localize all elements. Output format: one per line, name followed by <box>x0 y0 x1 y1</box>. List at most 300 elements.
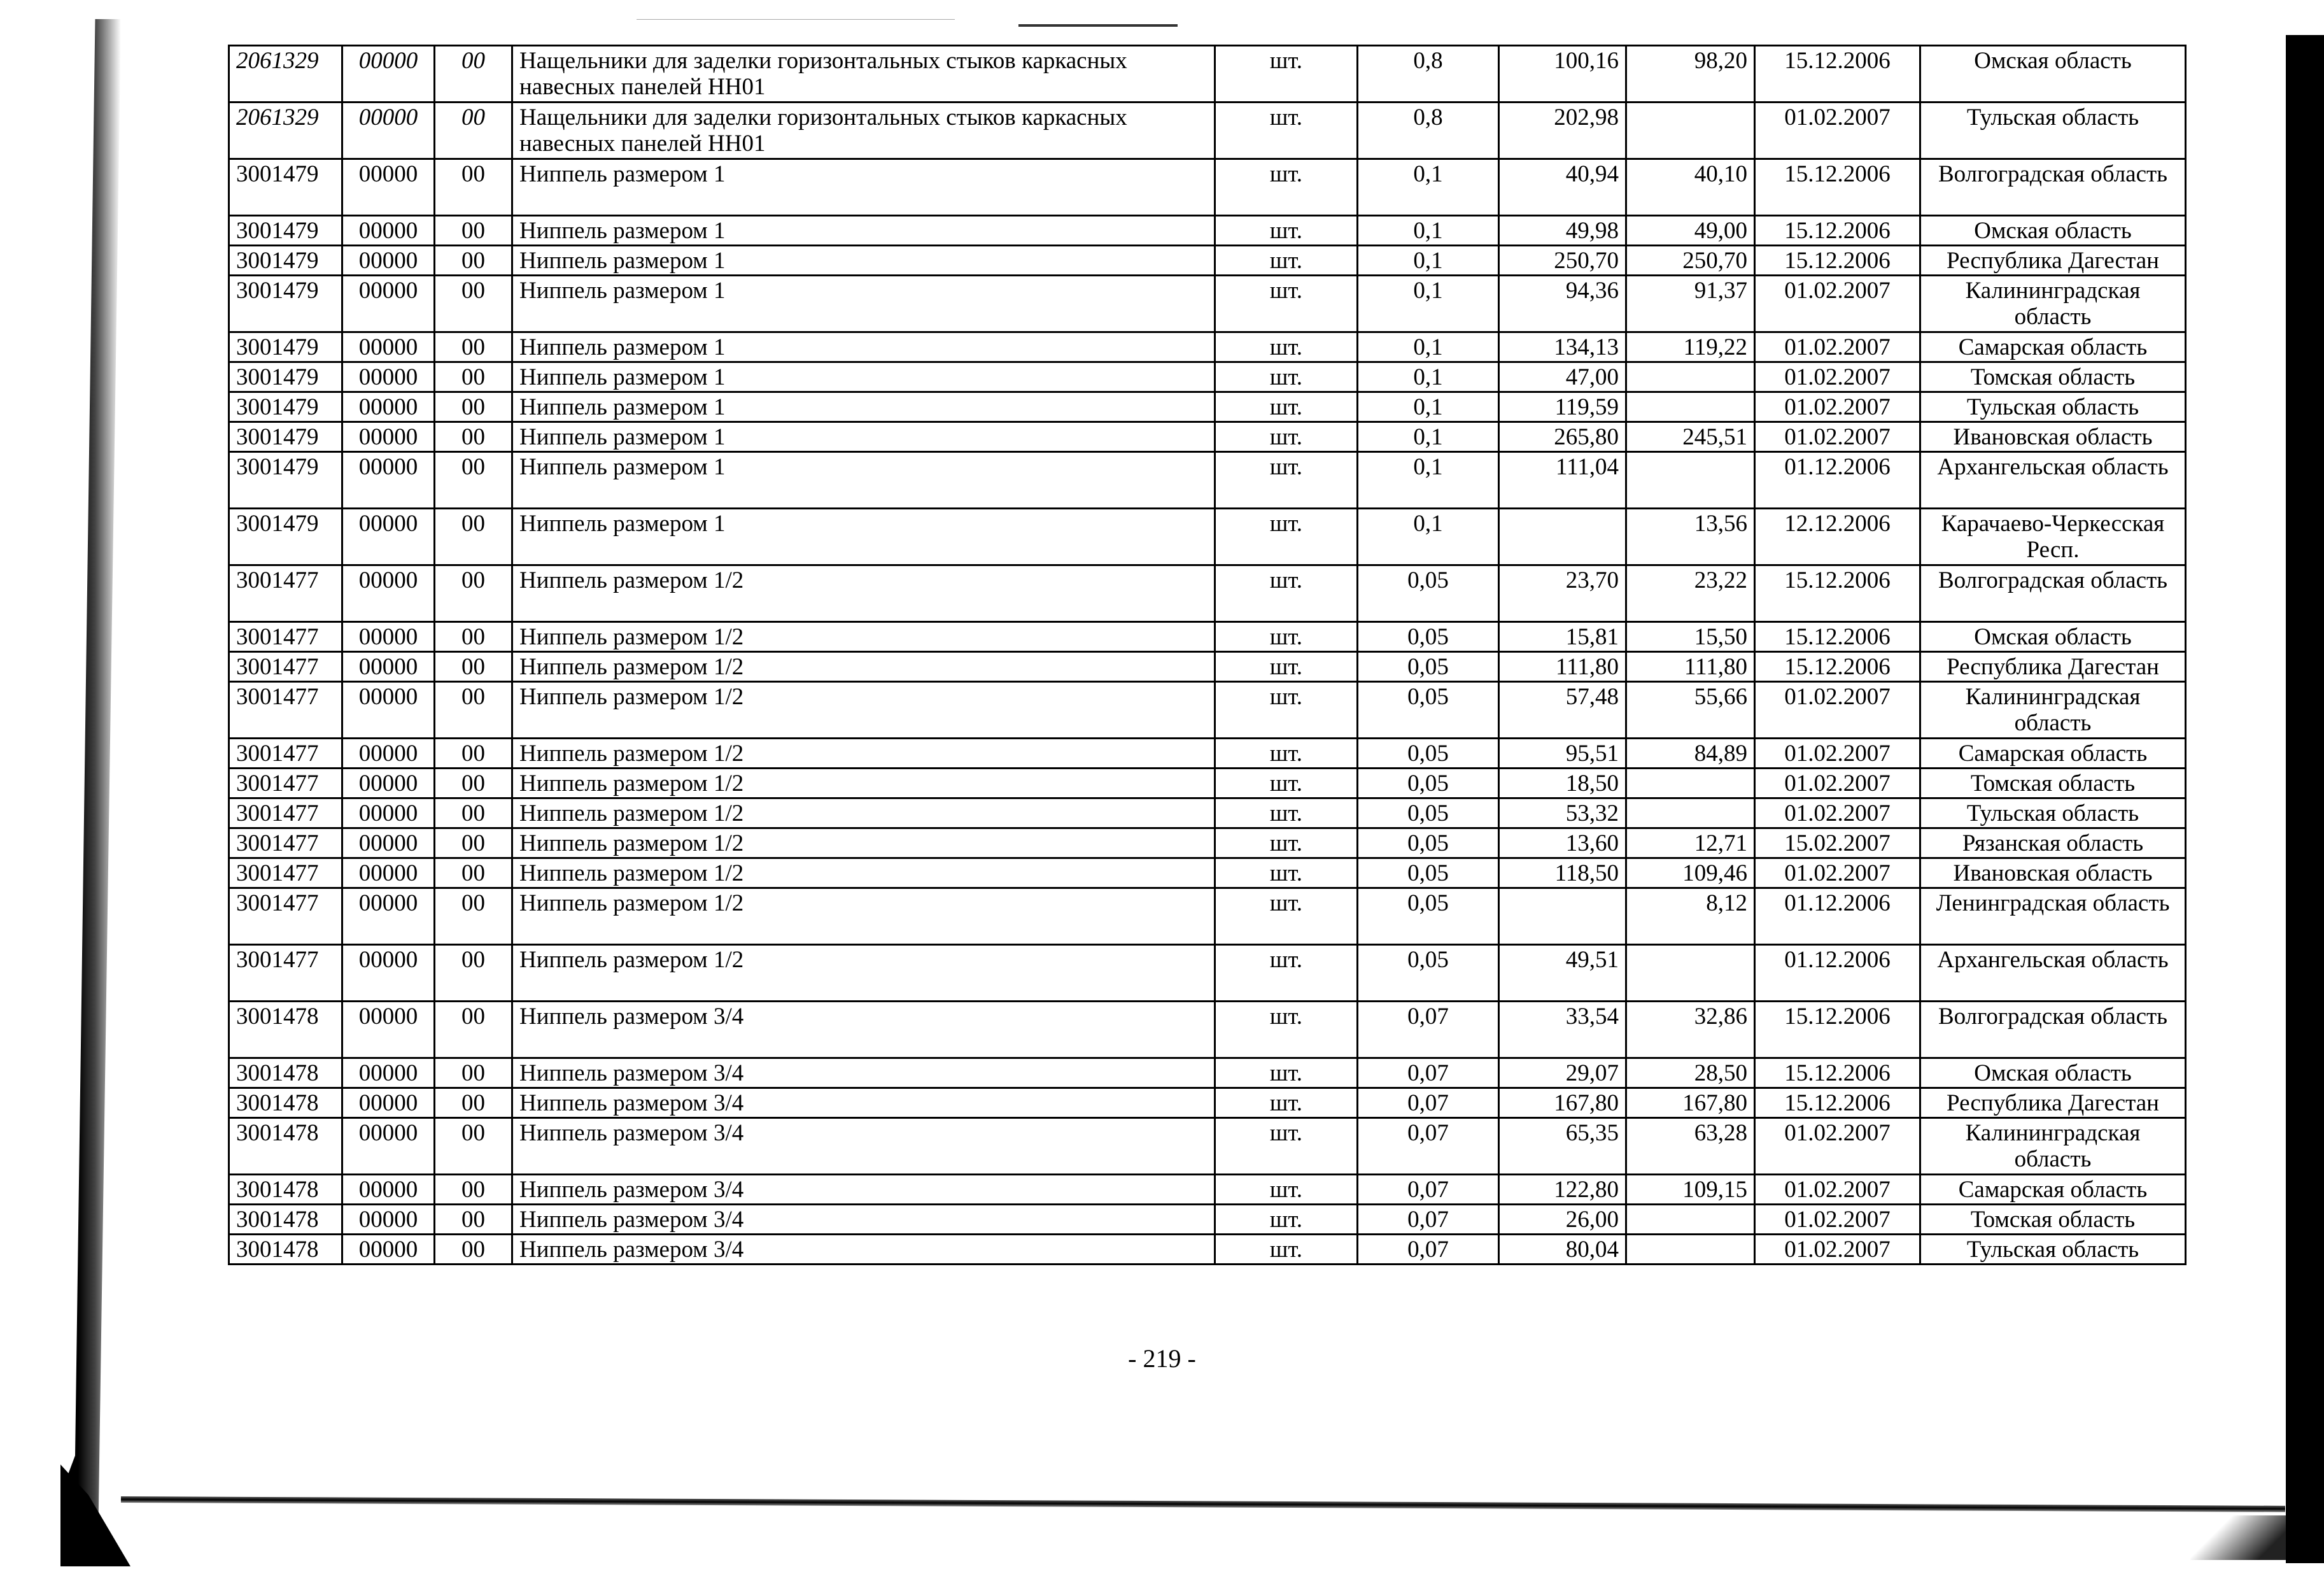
price-alt-cell: 109,15 <box>1626 1175 1755 1205</box>
sub-code2-cell: 00 <box>435 392 512 422</box>
region-cell: Республика Дагестан <box>1920 1088 2186 1118</box>
price-cell: 111,80 <box>1499 652 1626 682</box>
price-table <box>228 45 2187 1265</box>
unit-cell: шт. <box>1215 422 1358 452</box>
price-cell: 95,51 <box>1499 739 1626 769</box>
price-cell: 15,81 <box>1499 622 1626 652</box>
item-code-cell: 3001477 <box>229 888 342 945</box>
table-row <box>229 682 2186 739</box>
price-cell: 119,59 <box>1499 392 1626 422</box>
date-cell: 01.12.2006 <box>1755 888 1920 945</box>
table-row <box>229 565 2186 622</box>
unit-cell: шт. <box>1215 1088 1358 1118</box>
item-name-cell: Ниппель размером 1 <box>512 332 1215 362</box>
sub-code2-cell: 00 <box>435 159 512 216</box>
sub-code2-cell: 00 <box>435 858 512 888</box>
price-cell: 49,98 <box>1499 216 1626 246</box>
item-name-cell: Ниппель размером 1/2 <box>512 622 1215 652</box>
region-cell: Волгоградская область <box>1920 565 2186 622</box>
sub-code2-cell: 00 <box>435 46 512 103</box>
item-code-cell: 3001479 <box>229 159 342 216</box>
sub-code-cell: 00000 <box>342 858 435 888</box>
sub-code-cell: 00000 <box>342 1088 435 1118</box>
sub-code-cell: 00000 <box>342 103 435 159</box>
sub-code2-cell: 00 <box>435 888 512 945</box>
date-cell: 01.02.2007 <box>1755 392 1920 422</box>
sub-code-cell: 00000 <box>342 798 435 828</box>
sub-code2-cell: 00 <box>435 798 512 828</box>
sub-code-cell: 00000 <box>342 1002 435 1058</box>
item-name-cell: Ниппель размером 1/2 <box>512 682 1215 739</box>
sub-code2-cell: 00 <box>435 362 512 392</box>
region-cell: Волгоградская область <box>1920 1002 2186 1058</box>
table-row <box>229 452 2186 509</box>
price-alt-cell: 12,71 <box>1626 828 1755 858</box>
price-alt-cell <box>1626 1235 1755 1265</box>
date-cell: 01.02.2007 <box>1755 769 1920 798</box>
sub-code-cell: 00000 <box>342 1205 435 1235</box>
price-cell: 29,07 <box>1499 1058 1626 1088</box>
region-cell: Карачаево-Черкесская Респ. <box>1920 509 2186 565</box>
price-alt-cell <box>1626 1205 1755 1235</box>
price-cell: 118,50 <box>1499 858 1626 888</box>
unit-cell: шт. <box>1215 739 1358 769</box>
unit-cell: шт. <box>1215 1058 1358 1088</box>
quantity-cell: 0,8 <box>1358 103 1499 159</box>
table-row <box>229 216 2186 246</box>
price-alt-cell: 250,70 <box>1626 246 1755 276</box>
item-name-cell: Ниппель размером 1 <box>512 452 1215 509</box>
unit-cell: шт. <box>1215 565 1358 622</box>
table-row <box>229 828 2186 858</box>
price-cell: 65,35 <box>1499 1118 1626 1175</box>
sub-code-cell: 00000 <box>342 276 435 332</box>
sub-code-cell: 00000 <box>342 46 435 103</box>
price-alt-cell <box>1626 452 1755 509</box>
unit-cell: шт. <box>1215 1118 1358 1175</box>
item-name-cell: Ниппель размером 1/2 <box>512 945 1215 1002</box>
quantity-cell: 0,07 <box>1358 1118 1499 1175</box>
price-alt-cell: 119,22 <box>1626 332 1755 362</box>
table-row <box>229 1058 2186 1088</box>
price-alt-cell: 8,12 <box>1626 888 1755 945</box>
unit-cell: шт. <box>1215 888 1358 945</box>
price-alt-cell: 40,10 <box>1626 159 1755 216</box>
date-cell: 01.02.2007 <box>1755 1235 1920 1265</box>
price-cell: 122,80 <box>1499 1175 1626 1205</box>
unit-cell: шт. <box>1215 246 1358 276</box>
price-alt-cell: 109,46 <box>1626 858 1755 888</box>
price-cell: 26,00 <box>1499 1205 1626 1235</box>
sub-code-cell: 00000 <box>342 452 435 509</box>
table-row <box>229 739 2186 769</box>
unit-cell: шт. <box>1215 858 1358 888</box>
quantity-cell: 0,05 <box>1358 828 1499 858</box>
quantity-cell: 0,1 <box>1358 216 1499 246</box>
sub-code-cell: 00000 <box>342 159 435 216</box>
item-code-cell: 3001478 <box>229 1058 342 1088</box>
region-cell: Томская область <box>1920 1205 2186 1235</box>
unit-cell: шт. <box>1215 1175 1358 1205</box>
date-cell: 01.02.2007 <box>1755 103 1920 159</box>
item-name-cell: Ниппель размером 1/2 <box>512 739 1215 769</box>
date-cell: 01.02.2007 <box>1755 1175 1920 1205</box>
quantity-cell: 0,07 <box>1358 1205 1499 1235</box>
date-cell: 01.02.2007 <box>1755 1205 1920 1235</box>
sub-code2-cell: 00 <box>435 509 512 565</box>
table-row <box>229 276 2186 332</box>
quantity-cell: 0,8 <box>1358 46 1499 103</box>
price-cell: 53,32 <box>1499 798 1626 828</box>
date-cell: 01.02.2007 <box>1755 422 1920 452</box>
unit-cell: шт. <box>1215 392 1358 422</box>
table-row <box>229 1002 2186 1058</box>
quantity-cell: 0,1 <box>1358 276 1499 332</box>
region-cell: Тульская область <box>1920 103 2186 159</box>
price-cell: 47,00 <box>1499 362 1626 392</box>
unit-cell: шт. <box>1215 509 1358 565</box>
sub-code2-cell: 00 <box>435 1088 512 1118</box>
region-cell: Волгоградская область <box>1920 159 2186 216</box>
price-alt-cell <box>1626 103 1755 159</box>
price-alt-cell: 23,22 <box>1626 565 1755 622</box>
price-cell: 49,51 <box>1499 945 1626 1002</box>
region-cell: Томская область <box>1920 362 2186 392</box>
date-cell: 01.02.2007 <box>1755 682 1920 739</box>
unit-cell: шт. <box>1215 1205 1358 1235</box>
price-cell: 265,80 <box>1499 422 1626 452</box>
unit-cell: шт. <box>1215 452 1358 509</box>
date-cell: 15.12.2006 <box>1755 565 1920 622</box>
item-code-cell: 3001479 <box>229 332 342 362</box>
sub-code-cell: 00000 <box>342 509 435 565</box>
item-code-cell: 3001478 <box>229 1175 342 1205</box>
table-row <box>229 1205 2186 1235</box>
item-code-cell: 3001479 <box>229 246 342 276</box>
region-cell: Ленинградская область <box>1920 888 2186 945</box>
sub-code2-cell: 00 <box>435 945 512 1002</box>
unit-cell: шт. <box>1215 945 1358 1002</box>
item-code-cell: 3001479 <box>229 509 342 565</box>
sub-code2-cell: 00 <box>435 1118 512 1175</box>
table-row <box>229 392 2186 422</box>
price-cell: 94,36 <box>1499 276 1626 332</box>
scan-edge-shadow-bottom-right <box>2190 1515 2286 1560</box>
region-cell: Республика Дагестан <box>1920 652 2186 682</box>
table-row <box>229 103 2186 159</box>
date-cell: 15.12.2006 <box>1755 216 1920 246</box>
date-cell: 15.02.2007 <box>1755 828 1920 858</box>
item-code-cell: 3001477 <box>229 565 342 622</box>
item-code-cell: 3001478 <box>229 1235 342 1265</box>
region-cell: Омская область <box>1920 622 2186 652</box>
item-code-cell: 3001479 <box>229 276 342 332</box>
date-cell: 01.02.2007 <box>1755 276 1920 332</box>
sub-code-cell: 00000 <box>342 945 435 1002</box>
region-cell: Калининградская область <box>1920 682 2186 739</box>
item-code-cell: 2061329 <box>229 103 342 159</box>
sub-code-cell: 00000 <box>342 246 435 276</box>
sub-code2-cell: 00 <box>435 216 512 246</box>
sub-code-cell: 00000 <box>342 422 435 452</box>
quantity-cell: 0,1 <box>1358 509 1499 565</box>
table-row <box>229 1088 2186 1118</box>
unit-cell: шт. <box>1215 769 1358 798</box>
price-cell <box>1499 509 1626 565</box>
sub-code2-cell: 00 <box>435 1002 512 1058</box>
sub-code-cell: 00000 <box>342 332 435 362</box>
item-code-cell: 3001477 <box>229 828 342 858</box>
unit-cell: шт. <box>1215 46 1358 103</box>
quantity-cell: 0,07 <box>1358 1235 1499 1265</box>
item-name-cell: Ниппель размером 1/2 <box>512 888 1215 945</box>
sub-code2-cell: 00 <box>435 739 512 769</box>
item-name-cell: Ниппель размером 1/2 <box>512 828 1215 858</box>
price-cell: 167,80 <box>1499 1088 1626 1118</box>
sub-code2-cell: 00 <box>435 1175 512 1205</box>
item-code-cell: 3001479 <box>229 216 342 246</box>
date-cell: 15.12.2006 <box>1755 246 1920 276</box>
scan-edge-shadow-left <box>64 19 121 1547</box>
scan-edge-shadow-right <box>2286 35 2324 1563</box>
item-name-cell: Ниппель размером 1/2 <box>512 798 1215 828</box>
quantity-cell: 0,1 <box>1358 452 1499 509</box>
table-row <box>229 246 2186 276</box>
quantity-cell: 0,1 <box>1358 246 1499 276</box>
table-row <box>229 798 2186 828</box>
price-cell: 40,94 <box>1499 159 1626 216</box>
sub-code-cell: 00000 <box>342 1118 435 1175</box>
quantity-cell: 0,05 <box>1358 739 1499 769</box>
region-cell: Ивановская область <box>1920 858 2186 888</box>
table-row <box>229 332 2186 362</box>
item-code-cell: 3001477 <box>229 739 342 769</box>
sub-code-cell: 00000 <box>342 682 435 739</box>
unit-cell: шт. <box>1215 1002 1358 1058</box>
item-name-cell: Ниппель размером 3/4 <box>512 1118 1215 1175</box>
item-name-cell: Ниппель размером 1/2 <box>512 769 1215 798</box>
region-cell: Архангельская область <box>1920 945 2186 1002</box>
region-cell: Омская область <box>1920 216 2186 246</box>
date-cell: 15.12.2006 <box>1755 159 1920 216</box>
price-alt-cell: 98,20 <box>1626 46 1755 103</box>
item-name-cell: Ниппель размером 1 <box>512 422 1215 452</box>
region-cell: Архангельская область <box>1920 452 2186 509</box>
item-name-cell: Ниппель размером 1 <box>512 392 1215 422</box>
region-cell: Самарская область <box>1920 332 2186 362</box>
region-cell: Республика Дагестан <box>1920 246 2186 276</box>
date-cell: 15.12.2006 <box>1755 46 1920 103</box>
region-cell: Самарская область <box>1920 739 2186 769</box>
price-alt-cell: 15,50 <box>1626 622 1755 652</box>
date-cell: 01.02.2007 <box>1755 362 1920 392</box>
sub-code2-cell: 00 <box>435 422 512 452</box>
scan-edge-line-bottom <box>121 1496 2285 1512</box>
price-alt-cell: 111,80 <box>1626 652 1755 682</box>
region-cell: Омская область <box>1920 1058 2186 1088</box>
table-row <box>229 858 2186 888</box>
price-cell: 18,50 <box>1499 769 1626 798</box>
quantity-cell: 0,1 <box>1358 159 1499 216</box>
unit-cell: шт. <box>1215 276 1358 332</box>
sub-code2-cell: 00 <box>435 1205 512 1235</box>
item-code-cell: 3001477 <box>229 622 342 652</box>
quantity-cell: 0,1 <box>1358 422 1499 452</box>
quantity-cell: 0,05 <box>1358 945 1499 1002</box>
item-name-cell: Ниппель размером 3/4 <box>512 1088 1215 1118</box>
sub-code-cell: 00000 <box>342 739 435 769</box>
date-cell: 01.12.2006 <box>1755 452 1920 509</box>
item-code-cell: 3001479 <box>229 422 342 452</box>
price-cell: 111,04 <box>1499 452 1626 509</box>
item-code-cell: 3001478 <box>229 1088 342 1118</box>
sub-code-cell: 00000 <box>342 622 435 652</box>
item-name-cell: Ниппель размером 3/4 <box>512 1205 1215 1235</box>
region-cell: Калининградская область <box>1920 276 2186 332</box>
price-alt-cell: 28,50 <box>1626 1058 1755 1088</box>
unit-cell: шт. <box>1215 798 1358 828</box>
date-cell: 01.12.2006 <box>1755 945 1920 1002</box>
date-cell: 01.02.2007 <box>1755 858 1920 888</box>
date-cell: 12.12.2006 <box>1755 509 1920 565</box>
item-name-cell: Ниппель размером 3/4 <box>512 1235 1215 1265</box>
item-name-cell: Нащельники для заделки горизонтальных стыков каркасных навесных панелей НН01 <box>512 46 1215 103</box>
price-cell: 13,60 <box>1499 828 1626 858</box>
item-code-cell: 3001478 <box>229 1118 342 1175</box>
quantity-cell: 0,05 <box>1358 652 1499 682</box>
date-cell: 01.02.2007 <box>1755 332 1920 362</box>
sub-code2-cell: 00 <box>435 622 512 652</box>
price-alt-cell: 84,89 <box>1626 739 1755 769</box>
item-name-cell: Ниппель размером 1 <box>512 246 1215 276</box>
sub-code2-cell: 00 <box>435 565 512 622</box>
item-name-cell: Ниппель размером 1/2 <box>512 652 1215 682</box>
item-name-cell: Ниппель размером 1 <box>512 216 1215 246</box>
sub-code-cell: 00000 <box>342 362 435 392</box>
price-cell: 202,98 <box>1499 103 1626 159</box>
item-name-cell: Ниппель размером 3/4 <box>512 1002 1215 1058</box>
sub-code-cell: 00000 <box>342 565 435 622</box>
price-alt-cell: 91,37 <box>1626 276 1755 332</box>
price-alt-cell: 13,56 <box>1626 509 1755 565</box>
item-code-cell: 3001479 <box>229 452 342 509</box>
region-cell: Тульская область <box>1920 798 2186 828</box>
item-code-cell: 3001477 <box>229 945 342 1002</box>
quantity-cell: 0,05 <box>1358 622 1499 652</box>
table-body <box>229 46 2186 1265</box>
date-cell: 15.12.2006 <box>1755 622 1920 652</box>
item-name-cell: Ниппель размером 3/4 <box>512 1058 1215 1088</box>
date-cell: 01.02.2007 <box>1755 798 1920 828</box>
quantity-cell: 0,05 <box>1358 565 1499 622</box>
sub-code2-cell: 00 <box>435 452 512 509</box>
sub-code2-cell: 00 <box>435 652 512 682</box>
sub-code-cell: 00000 <box>342 888 435 945</box>
region-cell: Самарская область <box>1920 1175 2186 1205</box>
table-row <box>229 422 2186 452</box>
item-name-cell: Ниппель размером 1 <box>512 362 1215 392</box>
price-alt-cell <box>1626 769 1755 798</box>
item-code-cell: 3001477 <box>229 682 342 739</box>
sub-code2-cell: 00 <box>435 332 512 362</box>
quantity-cell: 0,05 <box>1358 682 1499 739</box>
quantity-cell: 0,1 <box>1358 362 1499 392</box>
region-cell: Томская область <box>1920 769 2186 798</box>
price-alt-cell <box>1626 362 1755 392</box>
quantity-cell: 0,05 <box>1358 769 1499 798</box>
date-cell: 15.12.2006 <box>1755 1088 1920 1118</box>
price-cell: 100,16 <box>1499 46 1626 103</box>
table-row <box>229 769 2186 798</box>
price-alt-cell: 55,66 <box>1626 682 1755 739</box>
unit-cell: шт. <box>1215 828 1358 858</box>
scan-edge-line-top-faint <box>637 19 955 20</box>
table-row <box>229 945 2186 1002</box>
table-row <box>229 1118 2186 1175</box>
unit-cell: шт. <box>1215 216 1358 246</box>
item-name-cell: Нащельники для заделки горизонтальных стыков каркасных навесных панелей НН01 <box>512 103 1215 159</box>
quantity-cell: 0,05 <box>1358 888 1499 945</box>
item-code-cell: 3001477 <box>229 798 342 828</box>
region-cell: Тульская область <box>1920 392 2186 422</box>
price-cell: 250,70 <box>1499 246 1626 276</box>
sub-code2-cell: 00 <box>435 1235 512 1265</box>
sub-code2-cell: 00 <box>435 828 512 858</box>
unit-cell: шт. <box>1215 159 1358 216</box>
price-cell: 33,54 <box>1499 1002 1626 1058</box>
unit-cell: шт. <box>1215 652 1358 682</box>
quantity-cell: 0,07 <box>1358 1058 1499 1088</box>
table-row <box>229 888 2186 945</box>
price-alt-cell: 32,86 <box>1626 1002 1755 1058</box>
item-code-cell: 3001479 <box>229 392 342 422</box>
quantity-cell: 0,07 <box>1358 1088 1499 1118</box>
sub-code2-cell: 00 <box>435 682 512 739</box>
unit-cell: шт. <box>1215 362 1358 392</box>
price-alt-cell <box>1626 945 1755 1002</box>
price-alt-cell: 245,51 <box>1626 422 1755 452</box>
region-cell: Рязанская область <box>1920 828 2186 858</box>
item-code-cell: 3001477 <box>229 858 342 888</box>
price-cell: 23,70 <box>1499 565 1626 622</box>
scan-edge-line-top <box>1018 24 1178 27</box>
sub-code2-cell: 00 <box>435 103 512 159</box>
date-cell: 15.12.2006 <box>1755 652 1920 682</box>
item-code-cell: 2061329 <box>229 46 342 103</box>
sub-code2-cell: 00 <box>435 1058 512 1088</box>
price-alt-cell <box>1626 798 1755 828</box>
unit-cell: шт. <box>1215 682 1358 739</box>
quantity-cell: 0,07 <box>1358 1002 1499 1058</box>
quantity-cell: 0,05 <box>1358 858 1499 888</box>
sub-code-cell: 00000 <box>342 1235 435 1265</box>
price-cell: 57,48 <box>1499 682 1626 739</box>
sub-code2-cell: 00 <box>435 769 512 798</box>
table-row <box>229 509 2186 565</box>
sub-code-cell: 00000 <box>342 828 435 858</box>
quantity-cell: 0,07 <box>1358 1175 1499 1205</box>
region-cell: Ивановская область <box>1920 422 2186 452</box>
region-cell: Тульская область <box>1920 1235 2186 1265</box>
quantity-cell: 0,05 <box>1358 798 1499 828</box>
unit-cell: шт. <box>1215 622 1358 652</box>
sub-code-cell: 00000 <box>342 216 435 246</box>
item-code-cell: 3001477 <box>229 652 342 682</box>
table-row <box>229 652 2186 682</box>
table-row <box>229 1175 2186 1205</box>
unit-cell: шт. <box>1215 1235 1358 1265</box>
sub-code-cell: 00000 <box>342 392 435 422</box>
